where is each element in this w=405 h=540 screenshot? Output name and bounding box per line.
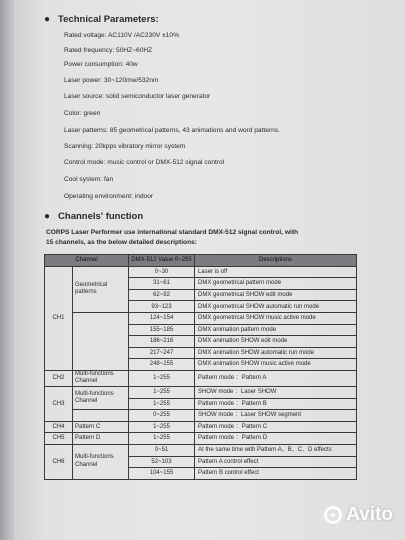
function-label: Multi-functions Channel — [73, 370, 129, 386]
channel-label: CH1 — [45, 266, 73, 370]
bullet-icon: ● — [44, 211, 51, 222]
bullet-icon: ● — [44, 14, 51, 25]
header-descriptions: Descriptions — [195, 255, 357, 267]
dmx-value: 62~92 — [129, 289, 195, 301]
channels-intro-line2: 15 channels, as the below detailed descriptions: — [46, 239, 197, 246]
header-dmx-value: DMX-512 Value 0~255 — [129, 255, 195, 267]
table-row — [45, 444, 357, 456]
table-header-row — [45, 255, 357, 267]
table-row — [45, 421, 357, 433]
dmx-value: 52~103 — [129, 456, 195, 468]
channel-label: CH5 — [45, 433, 73, 445]
channels-intro-line1: CORPS Laser Performer use international standard DMX-512 signal control, with — [46, 229, 299, 236]
function-label — [73, 312, 129, 370]
description: DMX animation pattern mode — [195, 324, 357, 336]
table-row — [45, 386, 357, 398]
table-row — [45, 410, 357, 422]
description: Pattern mode ：Pattern C — [195, 421, 357, 433]
dmx-value: 93~123 — [129, 301, 195, 313]
dmx-value: 124~154 — [129, 312, 195, 324]
function-label: Geometrical patterns — [73, 266, 129, 312]
description: Pattern A control effect — [195, 456, 357, 468]
description: Pattern B control effect — [195, 468, 357, 480]
param-line: Laser power: 30~120mw/532nm — [64, 77, 159, 84]
dmx-value: 155~185 — [129, 324, 195, 336]
description: DMX animation SHOW edit mode — [195, 336, 357, 348]
description: At the same time with Pattern A、B、C、D effects — [195, 444, 357, 456]
watermark-text: Avito — [346, 504, 393, 525]
channel-label: CH2 — [45, 370, 73, 386]
table-row — [45, 266, 357, 278]
description: DMX geometrical pattern mode — [195, 278, 357, 290]
function-label: Pattern D — [73, 433, 129, 445]
avito-logo-icon — [324, 506, 342, 524]
param-line: Color: green — [64, 110, 101, 117]
channel-label: CH4 — [45, 421, 73, 433]
param-line: Rated voltage: AC110V /AC230V ±10% — [64, 32, 179, 39]
dmx-value: 217~247 — [129, 347, 195, 359]
param-line: Operating environment: indoor — [64, 193, 154, 200]
dmx-value: 186~216 — [129, 336, 195, 348]
channels-heading — [44, 211, 143, 222]
table-row — [45, 433, 357, 445]
function-label: Pattern C — [73, 421, 129, 433]
description: DMX animation SHOW automatic run mode — [195, 347, 357, 359]
description: DMX animation SHOW music active mode — [195, 359, 357, 371]
description: Pattern mode ：Pattern A — [195, 370, 357, 386]
dmx-value: 248~255 — [129, 359, 195, 371]
dmx-value: 1~255 — [129, 370, 195, 386]
param-line: Scanning: 20kpps vibratory mirror system — [64, 143, 186, 150]
dmx-channel-table — [44, 254, 357, 480]
param-line: Cool system: fan — [64, 176, 114, 183]
dmx-value: 0~255 — [129, 410, 195, 422]
dmx-value: 0~51 — [129, 444, 195, 456]
param-line: Control mode: music control or DMX-512 signal control — [64, 159, 225, 166]
description: DMX geometrical SHOW edit mode — [195, 289, 357, 301]
table-row — [45, 370, 357, 386]
dmx-value: 1~255 — [129, 398, 195, 410]
function-label: Multi-functions Channel — [73, 444, 129, 479]
header-channel: Channel — [45, 255, 129, 267]
param-line: Power consumption: 40w — [64, 61, 138, 68]
tech-params-heading — [44, 14, 159, 25]
function-label — [73, 410, 129, 422]
param-line: Laser patterns: 85 geometrical patterns, 43 animations and word patterns. — [64, 127, 280, 134]
description: DMX geometrical SHOW music active mode — [195, 312, 357, 324]
tech-params-title: Technical Parameters: — [58, 14, 159, 25]
channel-label: CH6 — [45, 444, 73, 479]
avito-watermark — [324, 504, 393, 526]
dmx-value: 1~255 — [129, 433, 195, 445]
description: Laser is off — [195, 266, 357, 278]
param-line: Laser source: solid semiconductor laser generator — [64, 93, 211, 100]
param-line: Rated frequency: 50HZ~60HZ — [64, 47, 153, 54]
description: Pattern mode ：Pattern B — [195, 398, 357, 410]
description: DMX geometrical SHOW automatic run mode — [195, 301, 357, 313]
table-row — [45, 312, 357, 324]
binder-edge — [0, 0, 14, 540]
description: Pattern mode ：Pattern D — [195, 433, 357, 445]
channels-title: Channels' function — [58, 211, 144, 222]
channel-label: CH3 — [45, 386, 73, 421]
dmx-value: 1~255 — [129, 386, 195, 398]
dmx-value: 31~61 — [129, 278, 195, 290]
description: SHOW mode ：Laser SHOW — [195, 386, 357, 398]
dmx-value: 104~155 — [129, 468, 195, 480]
function-label: Multi-functions Channel — [73, 386, 129, 409]
dmx-value: 1~255 — [129, 421, 195, 433]
description: SHOW mode ：Laser SHOW segment — [195, 410, 357, 422]
dmx-value: 0~30 — [129, 266, 195, 278]
